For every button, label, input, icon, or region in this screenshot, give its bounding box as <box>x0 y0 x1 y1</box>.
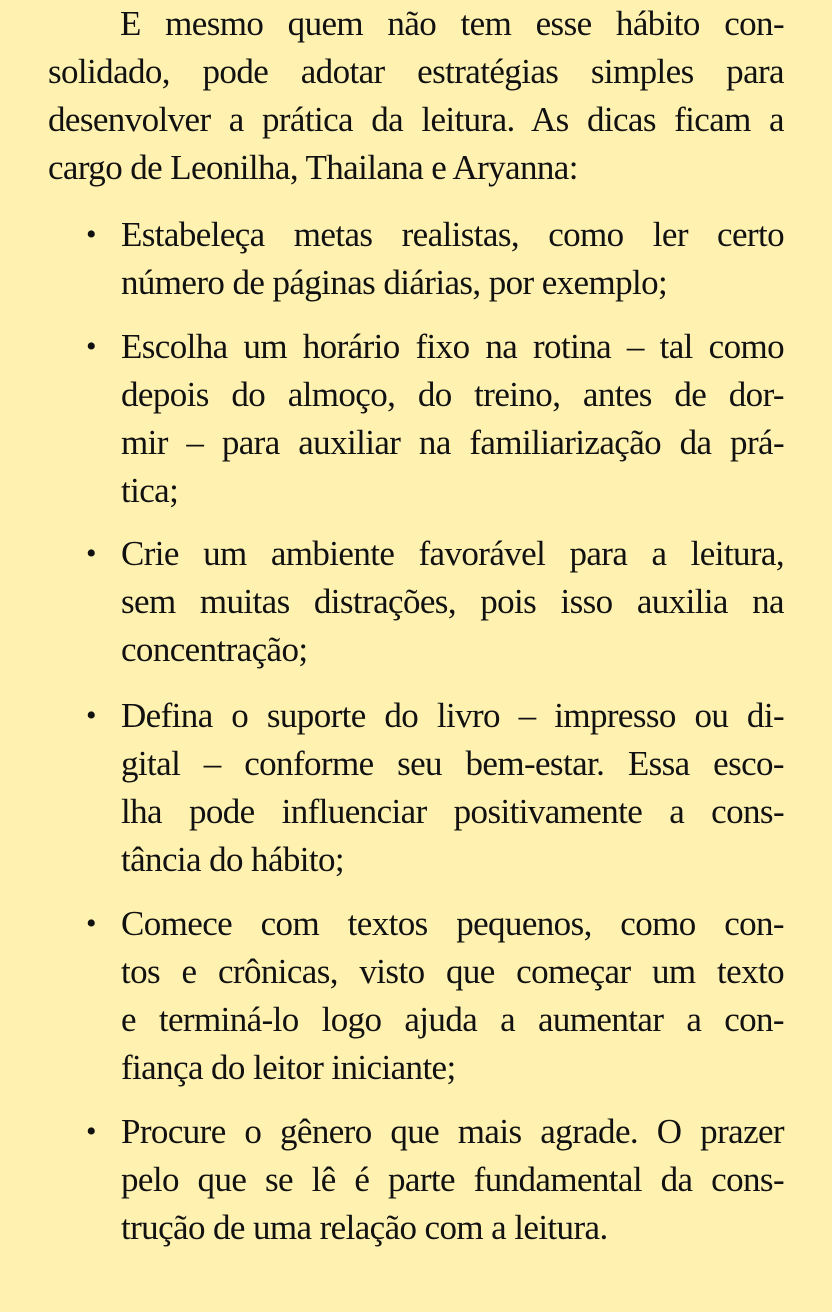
list-item-line: Escolha um horário fixo na rotina – tal como <box>121 327 784 366</box>
list-item-text <box>121 211 784 307</box>
list-item-line: depois do almoço, do treino, antes de dor- <box>121 375 784 414</box>
list-item-text <box>121 1108 784 1252</box>
list-item-text <box>121 530 784 674</box>
bullet-icon: • <box>86 218 97 251</box>
list-item-line: trução de uma relação com a leitura. <box>121 1208 608 1247</box>
list-item-line: mir – para auxiliar na familiarização da prá- <box>121 423 784 462</box>
list-item-text <box>121 900 784 1092</box>
list-item-line: tância do hábito; <box>121 840 345 879</box>
paragraph-line: solidado, pode adotar estratégias simples para <box>48 52 784 91</box>
list-item-line: concentração; <box>121 630 308 669</box>
intro-paragraph <box>48 0 784 192</box>
list-item-line: tica; <box>121 471 179 510</box>
list-item-line: Procure o gênero que mais agrade. O prazer <box>121 1112 784 1151</box>
bullet-icon: • <box>86 699 97 732</box>
list-item-line: lha pode influenciar positivamente a cons- <box>121 792 784 831</box>
list-item-line: fiança do leitor iniciante; <box>121 1048 456 1087</box>
list-item-text <box>121 692 784 884</box>
list-item-line: e terminá-lo logo ajuda a aumentar a con- <box>121 1000 784 1039</box>
list-item-line: tos e crônicas, visto que começar um texto <box>121 952 784 991</box>
paragraph-line: cargo de Leonilha, Thailana e Aryanna: <box>48 148 578 187</box>
list-item-line: pelo que se lê é parte fundamental da cons- <box>121 1160 784 1199</box>
bullet-icon: • <box>86 907 97 940</box>
bullet-icon: • <box>86 330 97 363</box>
list-item-line: sem muitas distrações, pois isso auxilia na <box>121 582 784 621</box>
bullet-icon: • <box>86 1115 97 1148</box>
list-item-line: Comece com textos pequenos, como con- <box>121 904 784 943</box>
list-item-line: Estabeleça metas realistas, como ler certo <box>121 215 784 254</box>
list-item-line: Defina o suporte do livro – impresso ou di- <box>121 696 784 735</box>
list-item-text <box>121 323 784 515</box>
paragraph-line: desenvolver a prática da leitura. As dicas ficam a <box>48 100 784 139</box>
list-item-line: gital – conforme seu bem-estar. Essa esco- <box>121 744 784 783</box>
list-item-line: Crie um ambiente favorável para a leitura, <box>121 534 784 573</box>
paragraph-line: E mesmo quem não tem esse hábito con- <box>120 4 784 43</box>
bullet-icon: • <box>86 537 97 570</box>
list-item-line: número de páginas diárias, por exemplo; <box>121 263 668 302</box>
